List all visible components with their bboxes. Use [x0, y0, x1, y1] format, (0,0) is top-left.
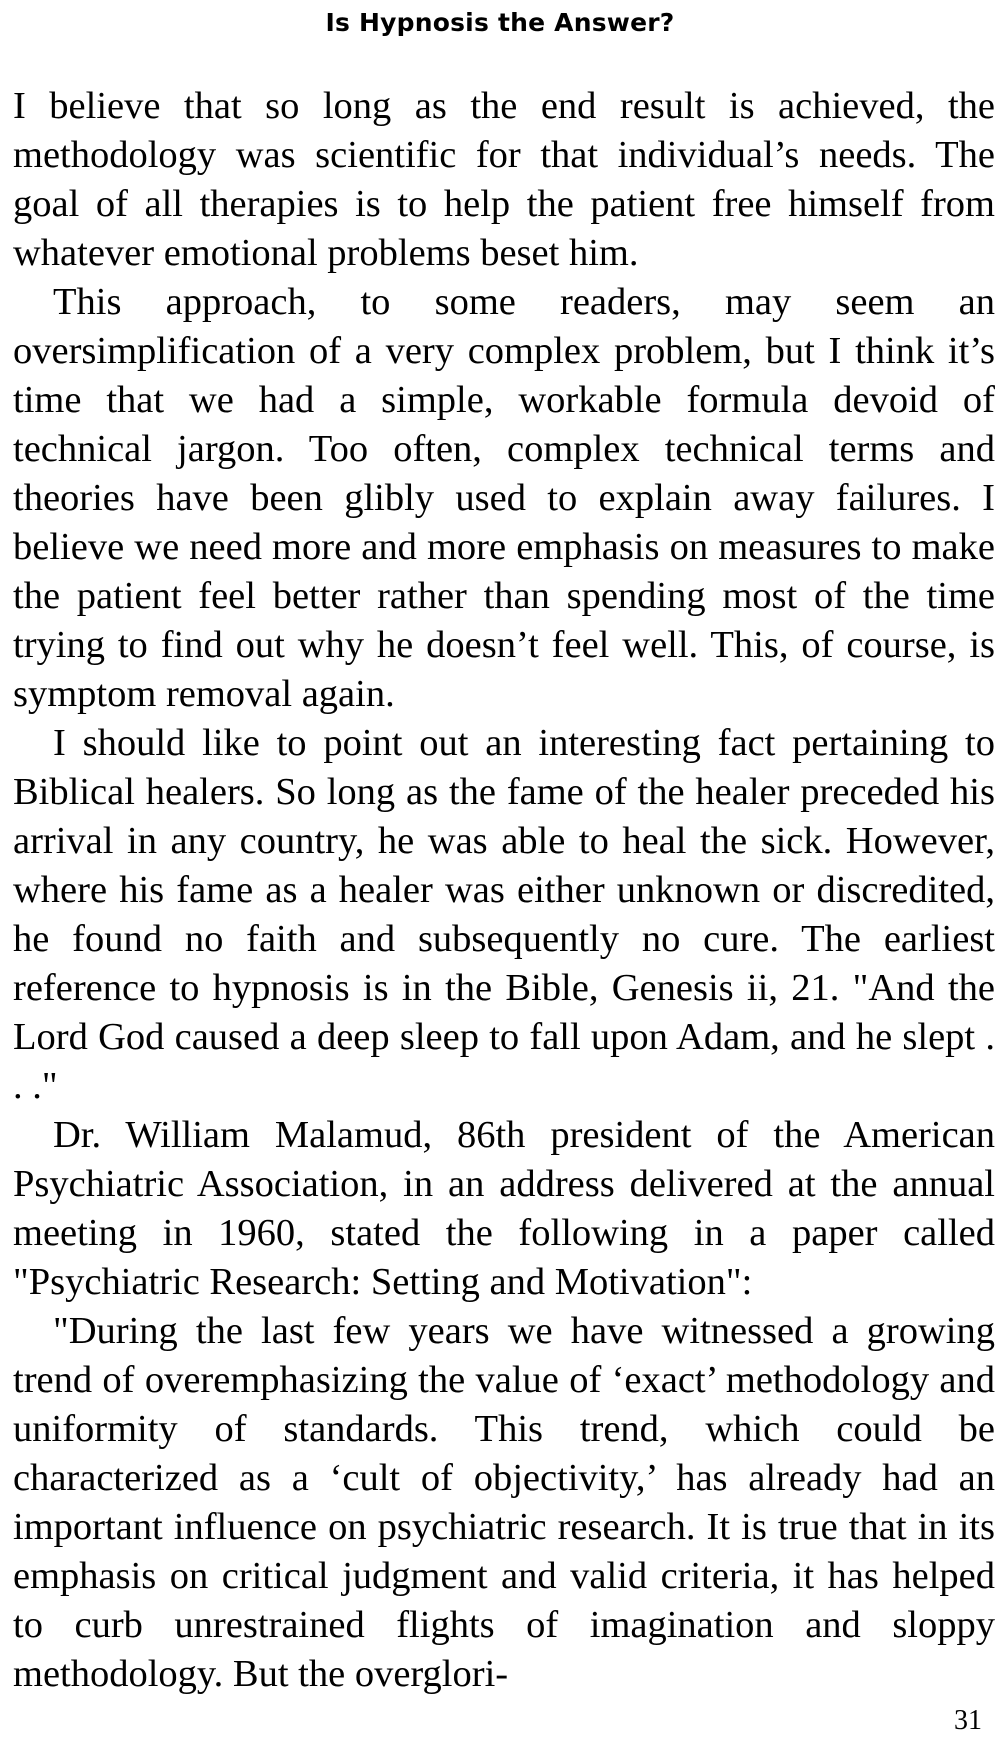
- running-head: Is Hypnosis the Answer?: [325, 8, 675, 37]
- paragraph-1: I believe that so long as the end result is achieved, the methodology was scientific for that individual’s needs. The goal of all therapies is to help the patient free himself from whatever emotional problems beset him.: [13, 85, 995, 274]
- paragraph-5-quotation: "During the last few years we have witnessed a growing trend of overemphasizing the value of ‘exact’ methodology and uniformity of standards. This trend, which could be characterized as a ‘cult of objectivity,’ has already had an important influence on psychiatric research. It is true that in its emphasis on critical judgment and valid criteria, it has helped to curb unrestrained flights of imagination and sloppy methodology. But the overglori-: [13, 1310, 995, 1695]
- page-number: 31: [954, 1705, 982, 1736]
- paragraph-2: This approach, to some readers, may seem an oversimplification of a very complex problem, but I think it’s time that we had a simple, workable formula devoid of technical jargon. Too often, complex technical terms and theories have been glibly used to explain away failures. I believe we need more and more emphasis on measures to make the patient feel better rather than spending most of the time trying to find out why he doesn’t feel well. This, of course, is symptom removal again.: [13, 281, 995, 715]
- paragraph-4: Dr. William Malamud, 86th president of the American Psychiatric Association, in an address delivered at the annual meeting in 1960, stated the following in a paper called "Psychiatric Research: Setting and Motivation":: [13, 1114, 995, 1303]
- body-text: [13, 82, 995, 1699]
- paragraph-3: I should like to point out an interesting fact pertaining to Biblical healers. So long as the fame of the healer preceded his arrival in any country, he was able to heal the sick. However, where his fame as a healer was either unknown or discredited, he found no faith and subsequently no cure. The earliest reference to hypnosis is in the Bible, Genesis ii, 21. "And the Lord God caused a deep sleep to fall upon Adam, and he slept . . .": [13, 722, 995, 1107]
